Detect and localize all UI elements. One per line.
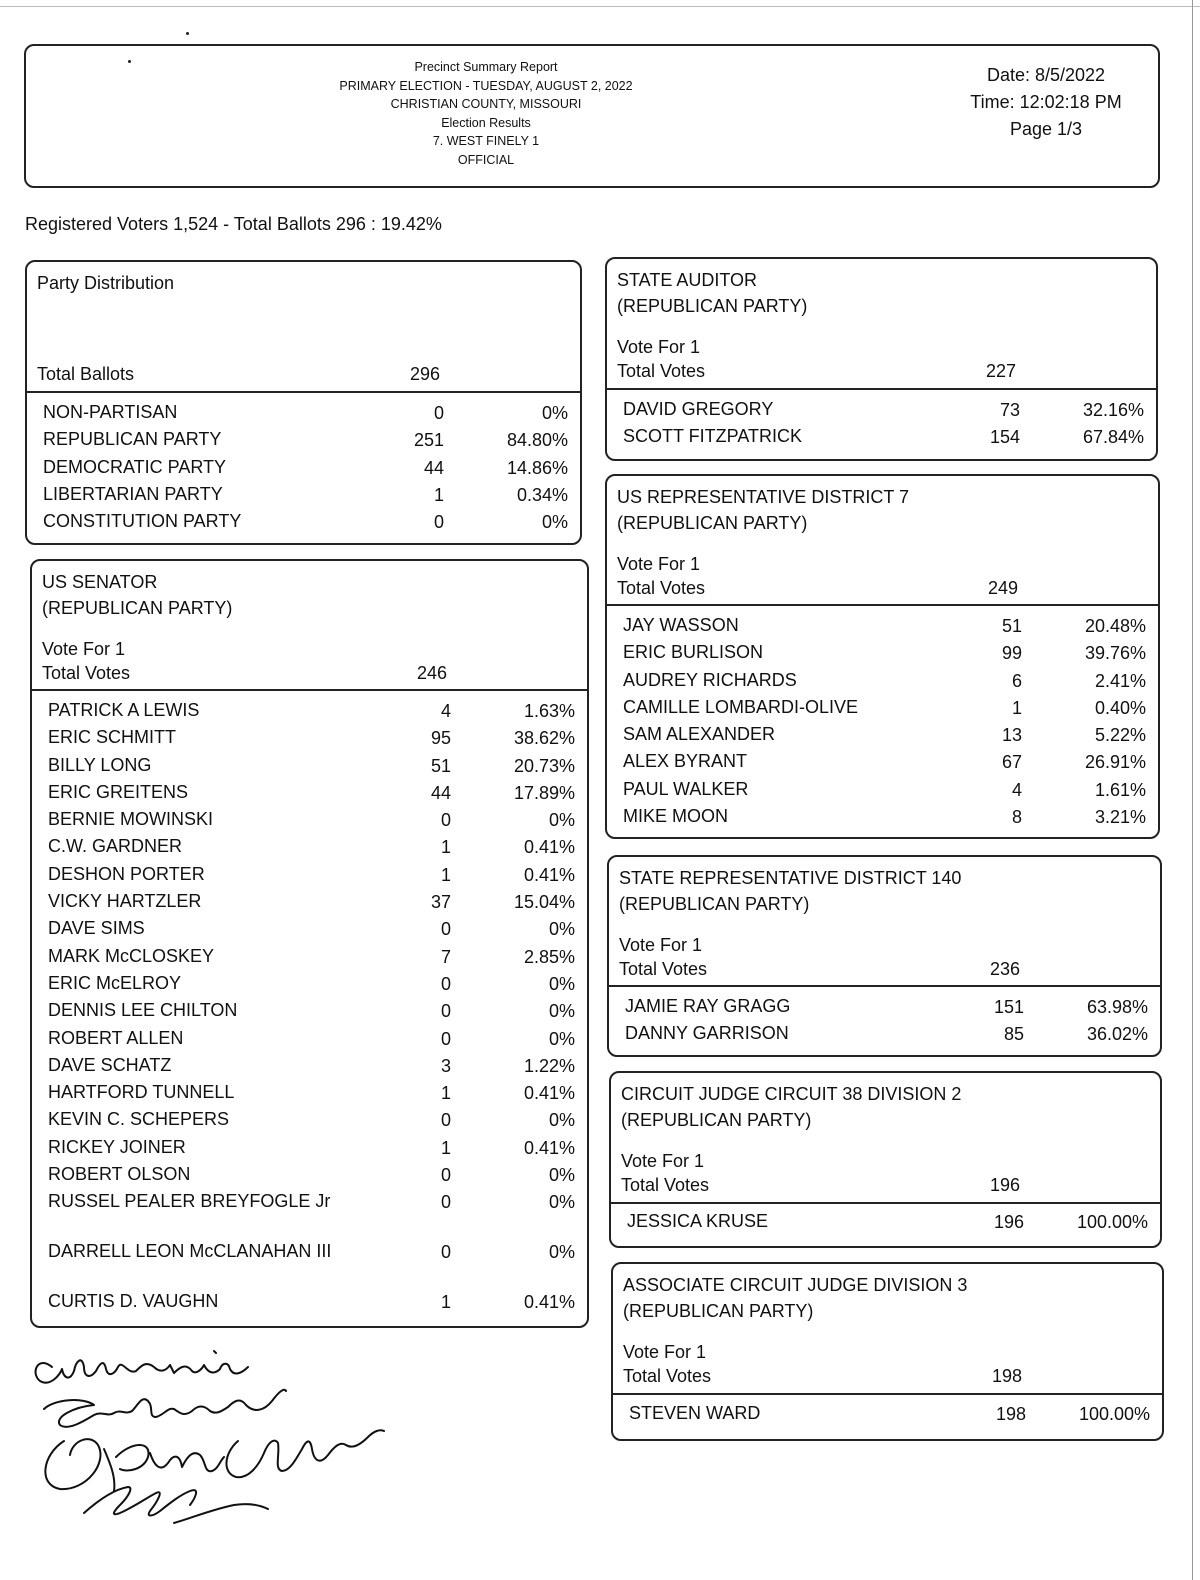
result-row-deshon-porter [48, 862, 575, 889]
report-title-block [306, 58, 666, 169]
vote-percent: 0.41% [523, 864, 575, 885]
result-row-dave-schatz [48, 1053, 575, 1080]
office-title: US SENATOR [42, 572, 158, 592]
result-row-vicky-hartzler [48, 889, 575, 916]
race-box-us-representative-7 [605, 474, 1160, 839]
divider [607, 604, 1158, 606]
candidate-name: CURTIS D. VAUGHN [48, 1291, 219, 1312]
vote-for: Vote For 1 [42, 639, 126, 659]
vote-for: Vote For 1 [617, 554, 701, 574]
result-row-steven-ward [629, 1401, 1150, 1428]
candidate-name: REPUBLICAN PARTY [43, 429, 222, 450]
vote-count: 85 [1003, 1024, 1024, 1045]
vote-count: 13 [1001, 725, 1022, 746]
vote-percent: 32.16% [1082, 400, 1144, 420]
vote-count: 198 [995, 1404, 1026, 1424]
vote-percent: 67.84% [1082, 427, 1144, 448]
candidate-name: CONSTITUTION PARTY [43, 511, 242, 532]
candidate-name: RUSSEL PEALER BREYFOGLE Jr [48, 1191, 331, 1212]
vote-count: 8 [1011, 807, 1022, 828]
result-row-robert-olson [48, 1162, 575, 1189]
vote-percent: 1.61% [1094, 779, 1146, 800]
vote-percent: 17.89% [513, 782, 575, 803]
speck [186, 32, 189, 35]
official-label: OFFICIAL [457, 152, 515, 167]
candidate-name: ROBERT OLSON [48, 1164, 191, 1185]
result-row-alex-byrant [623, 749, 1146, 776]
candidate-name: ERIC SCHMITT [48, 727, 176, 748]
vote-percent: 5.22% [1094, 725, 1146, 746]
vote-count: 251 [413, 430, 444, 451]
result-row-libertarian-party [43, 482, 568, 509]
total-value: 196 [989, 1175, 1020, 1195]
results-list [43, 400, 568, 536]
vote-count: 73 [999, 400, 1020, 420]
race-box-state-representative-140 [607, 855, 1162, 1057]
report-title: Precinct Summary Report [414, 60, 558, 74]
result-row-billy-long [48, 753, 575, 780]
vote-count: 0 [440, 1192, 451, 1213]
candidate-name: PAUL WALKER [623, 778, 749, 799]
result-row-constitution-party [43, 509, 568, 536]
result-row-hartford-tunnell [48, 1080, 575, 1107]
candidate-name: ERIC GREITENS [48, 781, 189, 802]
vote-count: 3 [440, 1055, 451, 1076]
candidate-name: LIBERTARIAN PARTY [43, 483, 223, 504]
vote-count: 6 [1011, 670, 1022, 691]
result-row-mark-mccloskey [48, 944, 575, 971]
vote-count: 67 [1001, 752, 1022, 773]
candidate-name: SCOTT FITZPATRICK [623, 426, 802, 447]
vote-percent: 20.48% [1084, 616, 1146, 636]
candidate-name: DEMOCRATIC PARTY [43, 456, 227, 477]
result-row-democratic-party [43, 455, 568, 482]
vote-count: 0 [440, 919, 451, 940]
vote-percent: 0.40% [1094, 697, 1146, 718]
vote-count: 196 [993, 1212, 1024, 1232]
result-row-paul-walker [623, 777, 1146, 804]
candidate-name: JESSICA KRUSE [627, 1211, 769, 1231]
vote-count: 1 [440, 864, 451, 885]
results-list [48, 698, 575, 1317]
vote-count: 37 [430, 892, 451, 913]
total-votes-row [619, 957, 1160, 981]
candidate-name: PATRICK A LEWIS [48, 700, 200, 720]
office-title: CIRCUIT JUDGE CIRCUIT 38 DIVISION 2 [621, 1084, 962, 1104]
candidate-name: CAMILLE LOMBARDI-OLIVE [623, 696, 859, 717]
total-value: 227 [985, 361, 1016, 381]
divider [32, 689, 587, 691]
vote-count: 44 [430, 782, 451, 803]
total-votes-row [617, 359, 1156, 383]
total-label: Total Votes [42, 663, 131, 683]
candidate-name: SAM ALEXANDER [623, 724, 776, 745]
divider [613, 1393, 1162, 1395]
vote-count: 0 [440, 1242, 451, 1263]
result-row-camille-lombardi-olive [623, 695, 1146, 722]
report-meta [946, 62, 1146, 143]
candidate-name: BERNIE MOWINSKI [48, 809, 214, 830]
result-row-russel-pealer-breyfogle-jr [48, 1189, 575, 1239]
vote-percent: 1.63% [523, 701, 575, 721]
results-list [627, 1209, 1148, 1236]
vote-count: 0 [440, 1110, 451, 1131]
total-value: 246 [416, 663, 447, 683]
vote-count: 151 [993, 997, 1024, 1017]
result-row-david-gregory [623, 397, 1144, 424]
divider [609, 985, 1160, 987]
vote-count: 44 [423, 457, 444, 478]
vote-percent: 20.73% [513, 755, 575, 776]
vote-count: 95 [430, 728, 451, 749]
vote-percent: 3.21% [1094, 807, 1146, 828]
party-label: (REPUBLICAN PARTY) [619, 894, 810, 914]
vote-count: 0 [440, 973, 451, 994]
result-row-audrey-richards [623, 668, 1146, 695]
scan-edge [0, 6, 1200, 7]
signature-3 [45, 1430, 384, 1491]
candidate-name: AUDREY RICHARDS [623, 669, 797, 690]
vote-percent: 0% [548, 1028, 575, 1049]
result-row-republican-party [43, 427, 568, 454]
result-row-danny-garrison [625, 1021, 1148, 1048]
vote-for: Vote For 1 [617, 337, 701, 357]
vote-percent: 2.85% [523, 946, 575, 967]
total-value: 236 [989, 959, 1020, 979]
result-row-dave-sims [48, 916, 575, 943]
candidate-name: DENNIS LEE CHILTON [48, 1000, 238, 1021]
report-time: Time: 12:02:18 PM [970, 92, 1122, 112]
party-label: (REPUBLICAN PARTY) [617, 513, 808, 533]
total-votes-row [623, 1364, 1162, 1388]
office-title: STATE AUDITOR [617, 270, 758, 290]
precinct-name: 7. WEST FINELY 1 [432, 134, 540, 148]
divider [27, 391, 580, 393]
vote-percent: 1.22% [523, 1055, 575, 1076]
candidate-name: DANNY GARRISON [625, 1023, 789, 1044]
vote-percent: 0.41% [523, 837, 575, 858]
vote-count: 1 [440, 837, 451, 858]
vote-for: Vote For 1 [621, 1151, 705, 1171]
result-row-bernie-mowinski [48, 807, 575, 834]
candidate-name: JAY WASSON [623, 615, 739, 635]
candidate-name: DARRELL LEON McCLANAHAN III [48, 1241, 332, 1262]
results-list [623, 613, 1146, 831]
race-box-associate-circuit-judge-3 [611, 1262, 1164, 1441]
vote-count: 7 [440, 946, 451, 967]
vote-percent: 0.41% [523, 1137, 575, 1158]
candidate-name: STEVEN WARD [629, 1403, 761, 1423]
total-value: 249 [987, 578, 1018, 598]
divider [611, 1202, 1160, 1204]
party-label: (REPUBLICAN PARTY) [617, 296, 808, 316]
vote-count: 0 [440, 810, 451, 831]
result-row-patrick-a-lewis [48, 698, 575, 725]
vote-count: 99 [1001, 643, 1022, 664]
total-label: Total Votes [619, 959, 708, 979]
total-votes-row [621, 1173, 1160, 1197]
candidate-name: DAVE SIMS [48, 918, 145, 939]
report-header [24, 44, 1160, 188]
candidate-name: KEVIN C. SCHEPERS [48, 1109, 230, 1130]
vote-percent: 0% [548, 1110, 575, 1131]
scan-edge [1192, 0, 1193, 1580]
total-label: Total Votes [623, 1366, 712, 1386]
total-ballots-row [37, 362, 580, 386]
county-name: CHRISTIAN COUNTY, MISSOURI [390, 97, 582, 111]
vote-percent: 26.91% [1084, 752, 1146, 773]
vote-percent: 0% [548, 973, 575, 994]
race-box-circuit-judge-38-2 [609, 1071, 1162, 1248]
result-row-c-w-gardner [48, 834, 575, 861]
result-row-rickey-joiner [48, 1135, 575, 1162]
candidate-name: MIKE MOON [623, 806, 729, 827]
party-label: (REPUBLICAN PARTY) [42, 598, 233, 618]
result-row-sam-alexander [623, 722, 1146, 749]
total-label: Total Votes [617, 361, 706, 381]
signature-4 [84, 1487, 268, 1523]
signature-2 [44, 1390, 286, 1427]
vote-count: 4 [1011, 779, 1022, 800]
office-title: STATE REPRESENTATIVE DISTRICT 140 [619, 868, 962, 888]
result-row-mike-moon [623, 804, 1146, 831]
race-box-state-auditor [605, 257, 1158, 461]
report-date: Date: 8/5/2022 [986, 65, 1106, 85]
race-box-us-senator [30, 559, 589, 1328]
vote-percent: 0.34% [516, 484, 568, 505]
candidate-name: DAVID GREGORY [623, 399, 774, 419]
vote-percent: 0% [548, 1001, 575, 1022]
total-label: Total Votes [617, 578, 706, 598]
candidate-name: JAMIE RAY GRAGG [625, 996, 791, 1016]
result-row-darrell-leon-mcclanahan-iii [48, 1239, 575, 1289]
vote-count: 51 [430, 755, 451, 776]
result-row-eric-schmitt [48, 725, 575, 752]
vote-percent: 38.62% [513, 728, 575, 749]
vote-count: 1 [440, 1292, 451, 1313]
result-row-eric-mcelroy [48, 971, 575, 998]
results-list [625, 994, 1148, 1049]
candidate-name: ERIC McELROY [48, 972, 182, 993]
candidate-name: C.W. GARDNER [48, 836, 183, 857]
vote-count: 0 [440, 1165, 451, 1186]
party-label: (REPUBLICAN PARTY) [621, 1110, 812, 1130]
vote-percent: 14.86% [506, 457, 568, 478]
candidate-name: RICKEY JOINER [48, 1136, 186, 1157]
vote-percent: 2.41% [1094, 670, 1146, 691]
vote-percent: 0% [548, 1165, 575, 1186]
vote-percent: 39.76% [1084, 643, 1146, 664]
vote-percent: 15.04% [513, 892, 575, 913]
vote-percent: 100.00% [1076, 1212, 1148, 1232]
vote-for: Vote For 1 [623, 1342, 707, 1362]
vote-percent: 0% [548, 1242, 575, 1263]
candidate-name: VICKY HARTZLER [48, 891, 202, 912]
vote-count: 0 [440, 1028, 451, 1049]
vote-count: 0 [433, 403, 444, 423]
party-label: (REPUBLICAN PARTY) [623, 1301, 814, 1321]
vote-count: 0 [433, 512, 444, 533]
candidate-name: ERIC BURLISON [623, 642, 764, 663]
candidate-name: MARK McCLOSKEY [48, 945, 215, 966]
result-row-non-partisan [43, 400, 568, 427]
total-label: Total Votes [621, 1175, 710, 1195]
result-row-jamie-ray-gragg [625, 994, 1148, 1021]
handwritten-signatures [24, 1345, 404, 1535]
candidate-name: DAVE SCHATZ [48, 1054, 172, 1075]
candidate-name: NON-PARTISAN [43, 402, 178, 422]
result-row-jay-wasson [623, 613, 1146, 640]
vote-for: Vote For 1 [619, 935, 703, 955]
vote-percent: 0% [541, 512, 568, 533]
result-row-scott-fitzpatrick [623, 424, 1144, 451]
candidate-name: HARTFORD TUNNELL [48, 1082, 235, 1103]
vote-count: 0 [440, 1001, 451, 1022]
vote-count: 1 [433, 484, 444, 505]
total-votes-row [617, 576, 1158, 600]
vote-percent: 0% [548, 919, 575, 940]
vote-count: 4 [440, 701, 451, 721]
candidate-name: DESHON PORTER [48, 863, 205, 884]
party-distribution-box [25, 260, 582, 545]
box-title: Party Distribution [37, 273, 175, 293]
vote-count: 1 [1011, 697, 1022, 718]
divider [607, 388, 1156, 390]
office-title: US REPRESENTATIVE DISTRICT 7 [617, 487, 910, 507]
office-title: ASSOCIATE CIRCUIT JUDGE DIVISION 3 [623, 1275, 968, 1295]
candidate-name: ALEX BYRANT [623, 751, 748, 772]
vote-count: 154 [989, 427, 1020, 448]
total-value: 198 [991, 1366, 1022, 1386]
result-row-dennis-lee-chilton [48, 998, 575, 1025]
page-number: Page 1/3 [1009, 119, 1083, 139]
election-name: PRIMARY ELECTION - TUESDAY, AUGUST 2, 2022 [339, 78, 633, 93]
candidate-name: BILLY LONG [48, 754, 152, 775]
total-label: Total Ballots [37, 364, 135, 384]
vote-percent: 36.02% [1086, 1024, 1148, 1045]
vote-count: 1 [440, 1137, 451, 1158]
vote-percent: 0% [548, 1192, 575, 1213]
vote-percent: 0.41% [523, 1083, 575, 1104]
result-row-kevin-c-schepers [48, 1107, 575, 1134]
result-row-jessica-kruse [627, 1209, 1148, 1236]
result-row-eric-burlison [623, 640, 1146, 667]
vote-percent: 0% [541, 403, 568, 423]
signature-1 [36, 1351, 248, 1383]
total-value: 296 [409, 364, 440, 384]
vote-percent: 100.00% [1078, 1404, 1150, 1424]
vote-percent: 84.80% [506, 430, 568, 451]
vote-percent: 0.41% [523, 1292, 575, 1313]
registered-voters-line: Registered Voters 1,524 - Total Ballots 296 : 19.42% [25, 214, 442, 234]
results-list [629, 1401, 1150, 1428]
results-list [623, 397, 1144, 452]
vote-count: 51 [1001, 616, 1022, 636]
candidate-name: ROBERT ALLEN [48, 1027, 184, 1048]
result-row-curtis-d-vaughn [48, 1289, 575, 1316]
result-row-eric-greitens [48, 780, 575, 807]
total-votes-row [42, 661, 587, 685]
vote-percent: 0% [548, 810, 575, 831]
report-subtitle: Election Results [441, 115, 531, 130]
result-row-robert-allen [48, 1026, 575, 1053]
vote-count: 1 [440, 1083, 451, 1104]
vote-percent: 63.98% [1086, 997, 1148, 1017]
